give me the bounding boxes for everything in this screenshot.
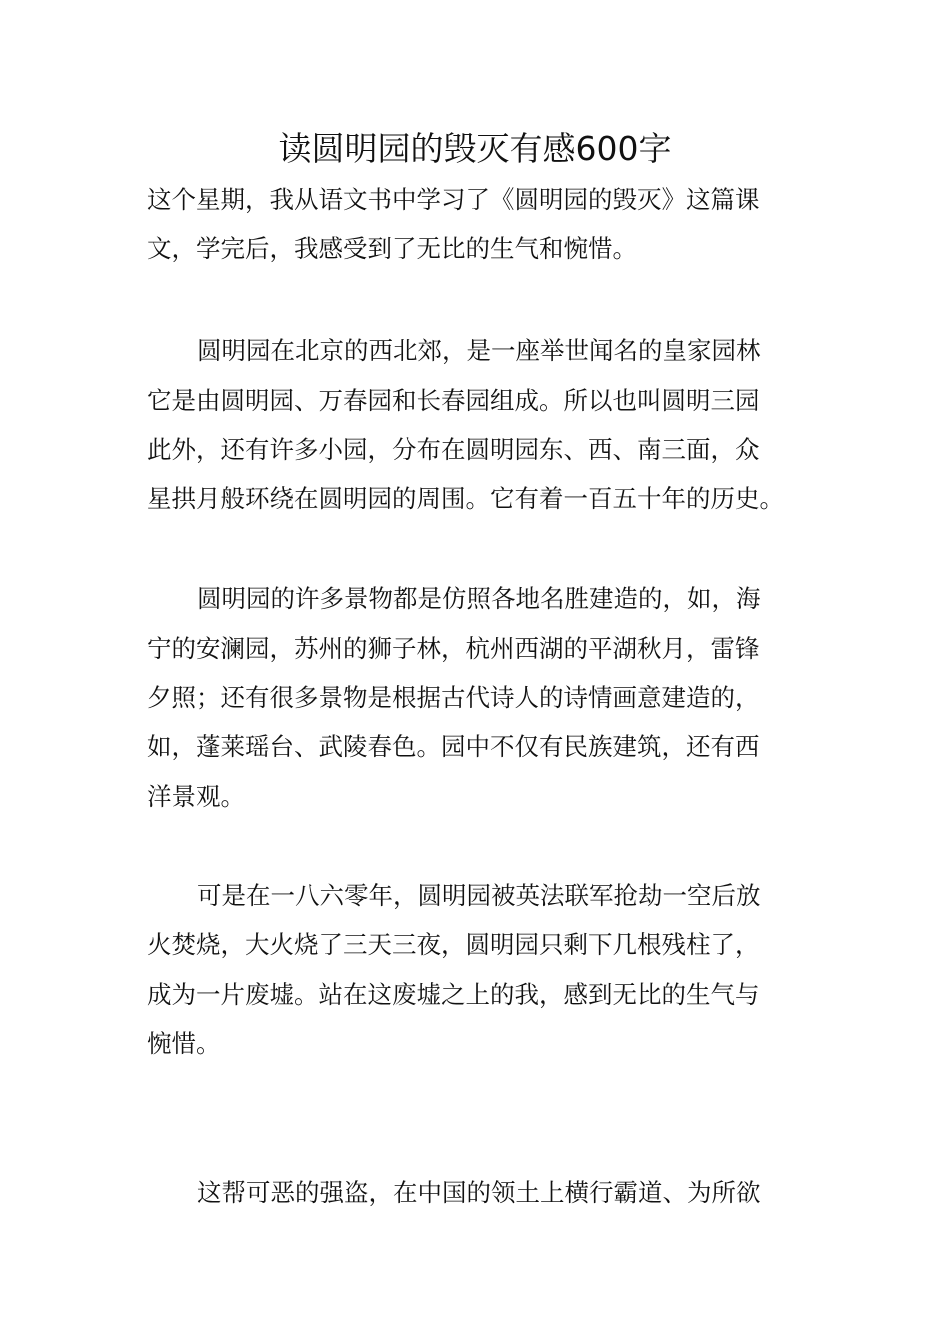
paragraph-line: 如，蓬莱瑶台、武陵春色。园中不仅有民族建筑，还有西 (147, 732, 760, 761)
paragraph-line: 圆明园在北京的西北郊，是一座举世闻名的皇家园林 (197, 336, 761, 365)
paragraph-line: 星拱月般环绕在圆明园的周围。它有着一百五十年的历史。 (147, 484, 784, 513)
document-title: 读圆明园的毁灭有感600字 (278, 129, 672, 168)
paragraph-line: 夕照；还有很多景物是根据古代诗人的诗情画意建造的， (147, 683, 760, 712)
paragraph-line: 惋惜。 (147, 1029, 221, 1058)
paragraph-line: 洋景观。 (147, 782, 245, 811)
paragraph-line: 这帮可恶的强盗，在中国的领土上横行霸道、为所欲 (197, 1178, 761, 1207)
paragraph-line: 这个星期，我从语文书中学习了《圆明园的毁灭》这篇课 (147, 185, 760, 214)
paragraph-line: 成为一片废墟。站在这废墟之上的我，感到无比的生气与 (147, 980, 760, 1009)
paragraph-line: 火焚烧，大火烧了三天三夜，圆明园只剩下几根残柱了， (147, 930, 760, 959)
paragraph-line: 宁的安澜园，苏州的狮子林，杭州西湖的平湖秋月，雷锋 (147, 634, 760, 663)
paragraph-line: 文，学完后，我感受到了无比的生气和惋惜。 (147, 234, 637, 263)
paragraph-line: 此外，还有许多小园，分布在圆明园东、西、南三面，众 (147, 435, 760, 464)
paragraph-line: 圆明园的许多景物都是仿照各地名胜建造的，如，海 (197, 584, 761, 613)
paragraph-line: 它是由圆明园、万春园和长春园组成。所以也叫圆明三园 (147, 386, 760, 415)
paragraph-line: 可是在一八六零年，圆明园被英法联军抢劫一空后放 (197, 881, 761, 910)
